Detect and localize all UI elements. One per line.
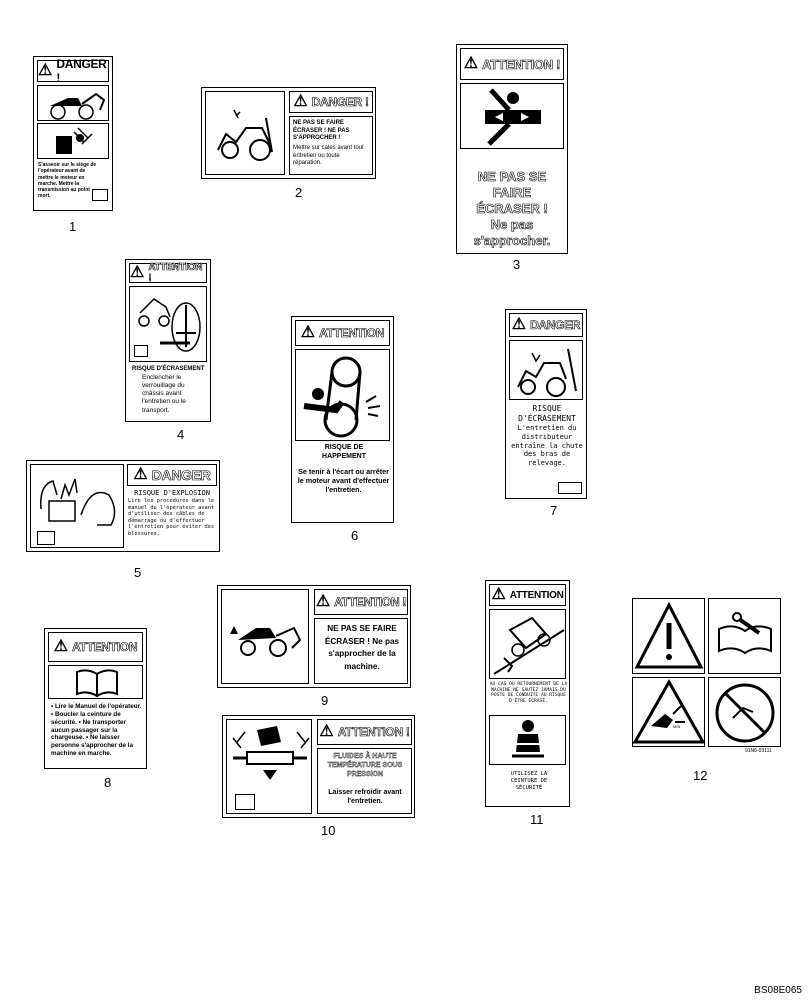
- decal-10: [222, 715, 415, 818]
- rollover-icon: [490, 610, 567, 680]
- loader-arm-crush-icon: [510, 341, 584, 401]
- decal-8: [44, 628, 147, 769]
- decal-3-line1: NE PAS SE: [477, 169, 547, 184]
- decal-7-header: [509, 313, 583, 337]
- no-touch-icon: [709, 678, 782, 748]
- warning-triangle-icon: ⚠: [511, 316, 527, 333]
- decal-2: [201, 87, 376, 179]
- decal-8-text: • Lire le Manuel de l'opérateur. • Boucler la ceinture de sécurité. • Ne transporter aucun passager sur la chargeuse. • Ne laisser personne s'approcher de la machine en marche.: [51, 703, 142, 758]
- crush-hazard-icon: [38, 124, 110, 160]
- decal-2-header-text: DANGER !: [311, 95, 369, 109]
- decal-11: [485, 580, 570, 807]
- decal-3: [456, 44, 568, 254]
- decal-9-header-text: ATTENTION !: [334, 595, 407, 609]
- decal-11-picture-2: [489, 715, 566, 765]
- decal-12-prohibition-panel: [708, 677, 781, 747]
- decal-7-picture: [509, 340, 583, 400]
- decal-9: [217, 585, 411, 688]
- decal-2-header: [289, 91, 373, 113]
- fan-hand-hazard-icon: [633, 678, 706, 748]
- decal-12-number: 12: [693, 768, 708, 783]
- decal-2-text-panel: [289, 116, 373, 175]
- decal-7-number: 7: [550, 503, 558, 518]
- decal-8-picture: [48, 665, 143, 699]
- decal-6-text: Se tenir à l'écart ou arrêter le moteur avant d'effectuer l'entretien.: [297, 467, 390, 494]
- decal-9-text-panel: [314, 618, 408, 684]
- decal-6: [291, 316, 394, 523]
- decal-7-title: RISQUE D'ÉCRASEMENT: [518, 404, 576, 423]
- decal-2-text-bold: NE PAS SE FAIRE ÉCRASER ! NE PAS S'APPROCHER !: [293, 120, 350, 141]
- decal-12-warning-panel: [632, 598, 705, 674]
- decal-5-number: 5: [134, 565, 142, 580]
- operator-manual-icon: [49, 666, 144, 700]
- loader-icon: [38, 86, 110, 122]
- decal-6-number: 6: [351, 528, 359, 543]
- decal-4-title: RISQUE D'ÉCRASEMENT: [132, 366, 205, 372]
- decal-4-picture: [129, 286, 207, 362]
- decal-5-picture: [30, 464, 124, 548]
- warning-triangle-icon: ⚠: [293, 93, 308, 110]
- decal-12: [632, 598, 782, 754]
- decal-11-number: 11: [530, 812, 544, 827]
- decal-1-loader-picture: [37, 85, 109, 121]
- decal-3-number: 3: [513, 257, 521, 272]
- decal-1: [33, 56, 113, 211]
- loader-arm-crush-icon: [206, 92, 286, 176]
- decal-6-title: RISQUE DE HAPPEMENT: [322, 444, 366, 460]
- decal-12-fan-panel: [632, 677, 705, 747]
- book-icon: [92, 189, 108, 201]
- decal-3-header: [460, 48, 564, 80]
- manual-wrench-icon: [709, 599, 782, 675]
- warning-triangle-icon: ⚠: [319, 723, 334, 740]
- decal-3-picture: [460, 83, 564, 149]
- book-icon: [134, 345, 148, 357]
- warning-triangle-icon: ⚠: [300, 324, 316, 341]
- entanglement-icon: [296, 350, 391, 442]
- decal-8-number: 8: [104, 775, 112, 790]
- decal-9-number: 9: [321, 693, 329, 708]
- decal-6-picture: [295, 349, 390, 441]
- warning-triangle-icon: ⚠: [38, 62, 53, 79]
- decal-11-picture: [489, 609, 566, 679]
- decal-5-title: RISQUE D'EXPLOSION: [134, 489, 210, 497]
- decal-4: [125, 259, 211, 422]
- decal-4-text: Enclencher le verrouillage du châssis avant l'entretien ou le transport.: [142, 374, 186, 414]
- decal-7: [505, 309, 587, 499]
- decal-7-header-text: DANGER: [530, 318, 581, 332]
- decal-2-number: 2: [295, 185, 303, 200]
- decal-5-header-text: DANGER: [151, 467, 211, 483]
- warning-triangle-icon: ⚠: [315, 593, 331, 610]
- warning-triangle-icon: ⚠: [133, 466, 148, 483]
- decal-10-picture: [226, 719, 312, 814]
- decal-1-header-text: DANGER !: [56, 57, 107, 85]
- warning-triangle-icon: ⚠: [463, 55, 479, 72]
- decal-9-picture: [221, 589, 309, 684]
- decal-5: [26, 460, 220, 552]
- decal-1-number: 1: [69, 219, 77, 234]
- decal-9-text: NE PAS SE FAIRE ÉCRASER ! Ne pas s'approcher de la machine.: [324, 624, 400, 672]
- decal-1-text: S'asseoir sur le siège de l'opérateur avant de mettre le moteur en marche. Mettre la transmission au point mort.: [38, 162, 97, 200]
- decal-11-header-text: ATTENTION: [509, 589, 564, 601]
- exclamation-triangle-icon: [633, 599, 706, 675]
- decal-4-header: [129, 263, 207, 283]
- decal-11-text: AU CAS OÙ RETOURNEMENT DE LA MACHINE NE SAUTEZ JAMAIS DU POSTE DE CONDUITE AU RISQUE D'ÊTRE ÉCRASÉ.: [489, 682, 568, 705]
- decal-10-title: FLUIDES À HAUTE TEMPÉRATURE SOUS PRESSION: [327, 753, 403, 778]
- decal-11-header: [489, 584, 566, 606]
- decal-1-header: [37, 57, 109, 85]
- decal-3-line5: s'approcher.: [473, 233, 551, 248]
- warning-triangle-icon: ⚠: [130, 264, 145, 281]
- decal-3-line4: Ne pas: [490, 217, 534, 232]
- decal-5-header: [127, 464, 217, 486]
- decal-7-text: L'entretien du distributeur entraîne la chute des bras de relevage.: [511, 424, 583, 467]
- decal-12-label: MIN: [673, 724, 681, 729]
- decal-3-line2: FAIRE: [492, 185, 532, 200]
- decal-6-header-text: ATTENTION: [319, 326, 385, 340]
- book-icon: [37, 531, 55, 545]
- decal-4-header-text: ATTENTION !: [148, 262, 203, 284]
- figure-id: BS08E065: [754, 985, 802, 996]
- decal-10-header-text: ATTENTION !: [337, 725, 410, 739]
- decal-10-number: 10: [321, 823, 336, 838]
- decal-6-header: [295, 320, 390, 346]
- decal-1-hazard-picture: [37, 123, 109, 159]
- decal-9-header: [314, 589, 408, 615]
- warning-triangle-icon: ⚠: [491, 586, 506, 603]
- decal-4-number: 4: [177, 427, 185, 442]
- seat-belt-icon: [490, 716, 567, 766]
- decal-2-text: Mettre sur cales avant tout entretien ou toute réparation.: [293, 145, 364, 166]
- warning-triangle-icon: ⚠: [53, 638, 69, 655]
- decal-8-header-text: ATTENTION: [72, 640, 138, 654]
- decal-2-picture: [205, 91, 285, 175]
- decal-8-header: [48, 632, 143, 662]
- book-icon: [235, 794, 255, 810]
- book-icon: [558, 482, 582, 494]
- decal-3-line3: ÉCRASER !: [476, 201, 548, 216]
- crush-body-icon: [461, 84, 565, 150]
- decal-5-text: Lire les procédures dans le manuel de l'opérateur avant d'utiliser des câbles de démarrage ou d'effectuer l'entretien pour éviter des blessures.: [128, 498, 215, 538]
- decal-12-code: 91N6-03111: [745, 748, 772, 754]
- decal-10-text-panel: [317, 748, 412, 814]
- decal-12-manual-panel: [708, 598, 781, 674]
- decal-10-header: [317, 719, 412, 745]
- decal-11-text-2: UTILISEZ LA CEINTURE DE SÉCURITÉ: [510, 771, 548, 791]
- decal-3-header-text: ATTENTION !: [482, 56, 561, 72]
- loader-crush-icon: [222, 590, 310, 685]
- decal-10-text: Laisser refroidir avant l'entretien.: [328, 789, 402, 805]
